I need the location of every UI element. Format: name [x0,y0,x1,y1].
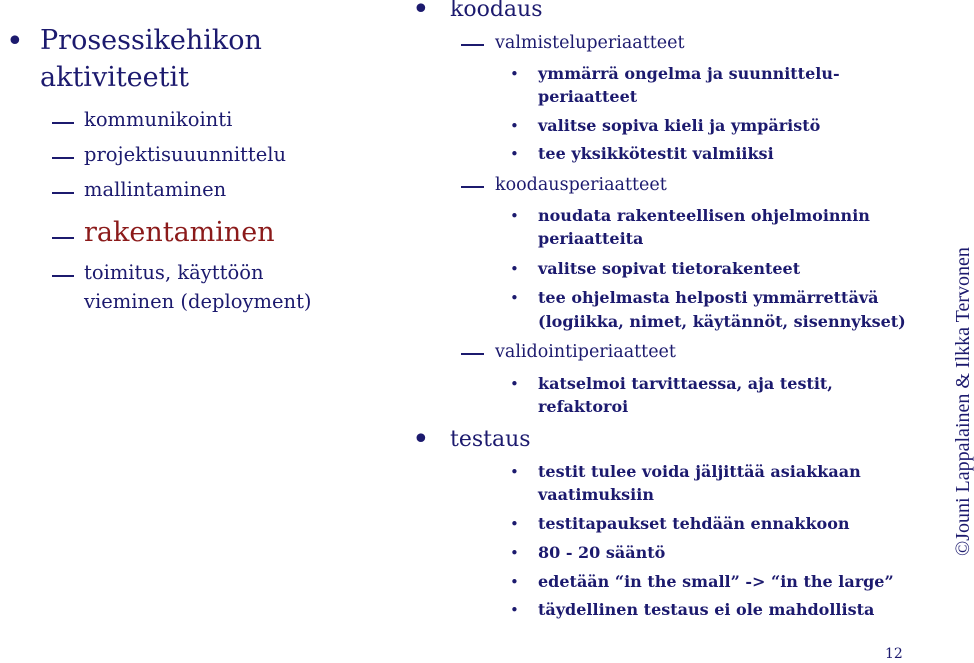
item-katselmoi-line1: katselmoi tarvittaessa, aja testit, [538,374,833,393]
dash-icon [52,192,74,194]
item-taydellinen: täydellinen testaus ei ole mahdollista [538,600,875,619]
item-valitse-kieli: valitse sopiva kieli ja ympäristö [538,116,821,135]
left-title-line1: Prosessikehikon [40,25,262,56]
subheading-validointiperiaatteet: validointiperiaatteet [495,342,676,362]
bullet-icon: • [510,117,519,135]
left-item-projektisuunnittelu: projektisuuunnittelu [84,143,287,166]
left-item-toimitus-line2: vieminen (deployment) [84,290,312,313]
bullet-icon: • [510,260,519,278]
bullet-icon: • [510,515,519,533]
dash-icon [461,353,484,355]
item-edetaan: edetään “in the small” -> “in the large” [538,572,894,591]
bullet-icon: • [412,0,430,27]
item-katselmoi-line2: refaktoroi [538,397,629,416]
subheading-valmisteluperiaatteet: valmisteluperiaatteet [495,33,685,53]
bullet-icon: • [412,422,430,457]
subheading-koodausperiaatteet: koodausperiaatteet [495,175,667,195]
bullet-icon: • [510,544,519,562]
left-title-line2: aktiviteetit [40,62,189,93]
copyright-text: ©Jouni Lappalainen & Ilkka Tervonen [952,247,974,556]
left-item-toimitus-line1: toimitus, käyttöön [84,261,264,284]
item-noudata-line1: noudata rakenteellisen ohjelmoinnin [538,206,870,225]
heading-koodaus: koodaus [450,0,543,22]
item-80-20: 80 - 20 sääntö [538,543,666,562]
item-jaljittaa-line1: testit tulee voida jäljittää asiakkaan [538,462,861,481]
item-ymmarra-line2: periaatteet [538,87,638,106]
bullet-icon: • [510,463,519,481]
heading-testaus: testaus [450,427,531,452]
bullet-icon: • [510,289,519,307]
item-tietorakenteet: valitse sopivat tietorakenteet [538,259,801,278]
bullet-icon: • [510,207,519,225]
bullet-icon: • [510,65,519,83]
item-ymmarra-line1: ymmärrä ongelma ja suunnittelu- [538,64,840,83]
dash-icon [461,186,484,188]
dash-icon [52,275,74,277]
bullet-icon: • [510,145,519,163]
left-item-kommunikointi: kommunikointi [84,108,233,131]
item-yksikkotestit: tee yksikkötestit valmiiksi [538,144,774,163]
left-item-mallintaminen: mallintaminen [84,178,227,201]
dash-icon [52,157,74,159]
left-item-rakentaminen-highlighted: rakentaminen [84,217,275,248]
bullet-icon: • [6,24,24,59]
item-ymmarrettava-line1: tee ohjelmasta helposti ymmärrettävä [538,288,879,307]
item-jaljittaa-line2: vaatimuksiin [538,485,654,504]
item-testitapaukset: testitapaukset tehdään ennakkoon [538,514,850,533]
page-number: 12 [885,646,903,662]
item-noudata-line2: periaatteita [538,229,644,248]
dash-icon [52,122,74,124]
item-ymmarrettava-line2: (logiikka, nimet, käytännöt, sisennykset) [538,312,906,331]
bullet-icon: • [510,601,519,619]
dash-icon [52,237,74,239]
bullet-icon: • [510,573,519,591]
dash-icon [461,44,484,46]
bullet-icon: • [510,375,519,393]
